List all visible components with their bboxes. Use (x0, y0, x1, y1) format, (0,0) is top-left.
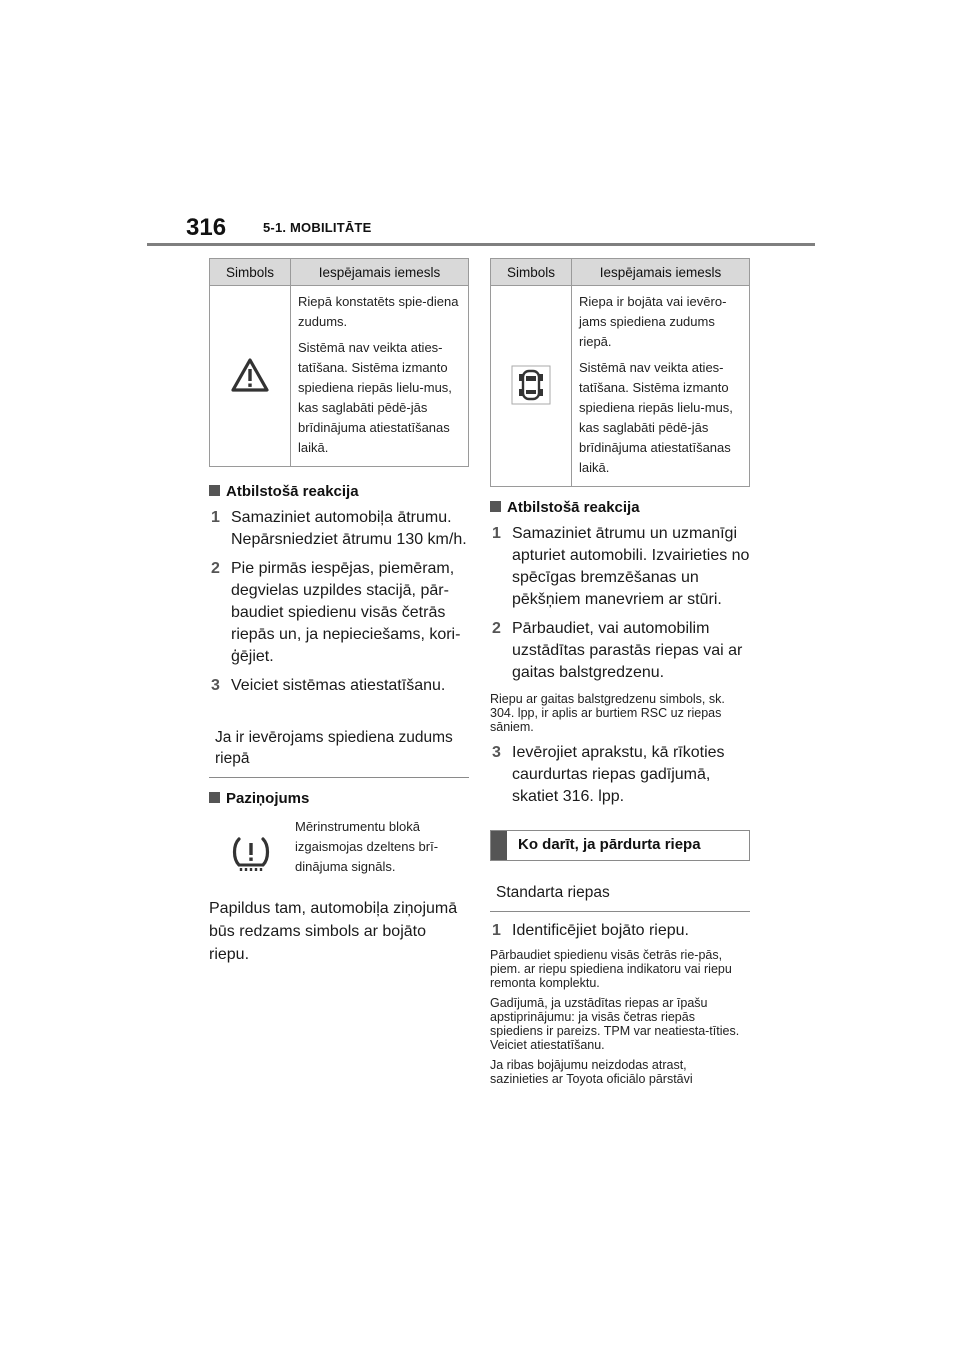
cause-cell (572, 286, 750, 487)
cause-text: Riepa ir bojāta vai ievēro-jams spiediena zudums riepā. (579, 294, 727, 349)
section-banner (490, 830, 750, 861)
step-item: 2 Pārbaudiet, vai automobilim uzstādītas parastās riepas vai ar gaitas balstgredzenu. (492, 620, 743, 681)
subheading-reaction: Atbilstošā reakcija (209, 483, 469, 500)
step-item: 1 Samaziniet ātrumu un uzmanīgi apturiet automobili. Izvairieties no spēcīgas bremzēšanas un pēkšņiem manevriem ar stūri. (492, 525, 750, 608)
section-title: 5-1. MOBILITĀTE (263, 220, 372, 235)
body-paragraph: Gadījumā, ja uzstādītas riepas ar īpašu apstiprinājumu: ja visās četras riepās spiediens ir pareizs. TPM var neatiesta-tīties. Veiciet atiestatīšanu. (490, 996, 740, 1052)
box-heading: Standarta riepas (490, 878, 750, 912)
step-item: 2 Pie pirmās iespējas, piemēram, degvielas uzpildes stacijā, pār-baudiet spiedienu visās četrās riepās un, ja nepieciešams, kori-ģējiet. (211, 560, 461, 665)
step-item: 1 Identificējiet bojāto riepu. (492, 922, 689, 939)
banner-title: Ko darīt, ja pārdurta riepa (518, 836, 701, 853)
body-paragraph: Ja ribas bojājumu neizdodas atrast, sazinieties ar Toyota oficiālo pārstāvi (490, 1058, 693, 1086)
notice-body: Papildus tam, automobiļa ziņojumā būs redzams simbols ar bojāto riepu. (209, 900, 458, 963)
symbol-cell (210, 286, 291, 467)
col-header-cause: Iespējamais iemesls (572, 259, 750, 286)
warning-triangle-icon (230, 357, 270, 393)
note-text: Riepu ar gaitas balstgredzenu simbols, sk. 304. lpp, ir aplis ar burtiem RSC uz riepas sāniem. (490, 692, 725, 734)
car-damaged-tire-icon (511, 365, 551, 405)
banner-block (491, 831, 507, 860)
left-column (209, 258, 469, 966)
col-header-symbol: Simbols (210, 259, 291, 286)
symbol-table-right (490, 258, 750, 487)
col-header-cause: Iespējamais iemesls (291, 259, 469, 286)
step-item: 3 Veiciet sistēmas atiestatīšanu. (211, 677, 446, 694)
symbol-cell (491, 286, 572, 487)
box-heading: Ja ir ievērojams spiediena zudums riepā (209, 723, 469, 778)
cause-text: Riepā konstatēts spie-diena zudums. (298, 294, 459, 329)
subheading-reaction: Atbilstošā reakcija (490, 499, 750, 516)
right-column (490, 258, 750, 1086)
cause-text: Sistēmā nav veikta aties-tatīšana. Sistēma izmanto spiediena riepās lielu-mus, kas saglabāti pēdē-jās brīdinājuma atiestatīšanas laikā. (579, 360, 733, 475)
notice-text: Mērinstrumentu blokā izgaismojas dzeltens brī-dinājuma signāls. (295, 819, 439, 874)
page-number: 316 (186, 214, 227, 241)
tire-pressure-warning-icon (231, 835, 271, 873)
symbol-table-left (209, 258, 469, 467)
col-header-symbol: Simbols (491, 259, 572, 286)
body-paragraph: Pārbaudiet spiedienu visās četrās rie-pās, piem. ar riepu spiediena indikatoru vai riepu remonta komplektu. (490, 948, 732, 990)
notice-row (209, 817, 469, 887)
cause-text: Sistēmā nav veikta aties-tatīšana. Sistēma izmanto spiediena riepās lielu-mus, kas saglabāti pēdē-jās brīdinājuma atiestatīšanas laikā. (298, 340, 452, 455)
step-item: 1 Samaziniet automobiļa ātrumu. Nepārsniedziet ātrumu 130 km/h. (211, 509, 467, 548)
cause-cell (291, 286, 469, 467)
step-item: 3 Ievērojiet aprakstu, kā rīkoties caurdurtas riepas gadījumā, skatiet 316. lpp. (492, 744, 725, 805)
subheading-notice: Paziņojums (209, 790, 469, 807)
header-rule (147, 243, 815, 246)
